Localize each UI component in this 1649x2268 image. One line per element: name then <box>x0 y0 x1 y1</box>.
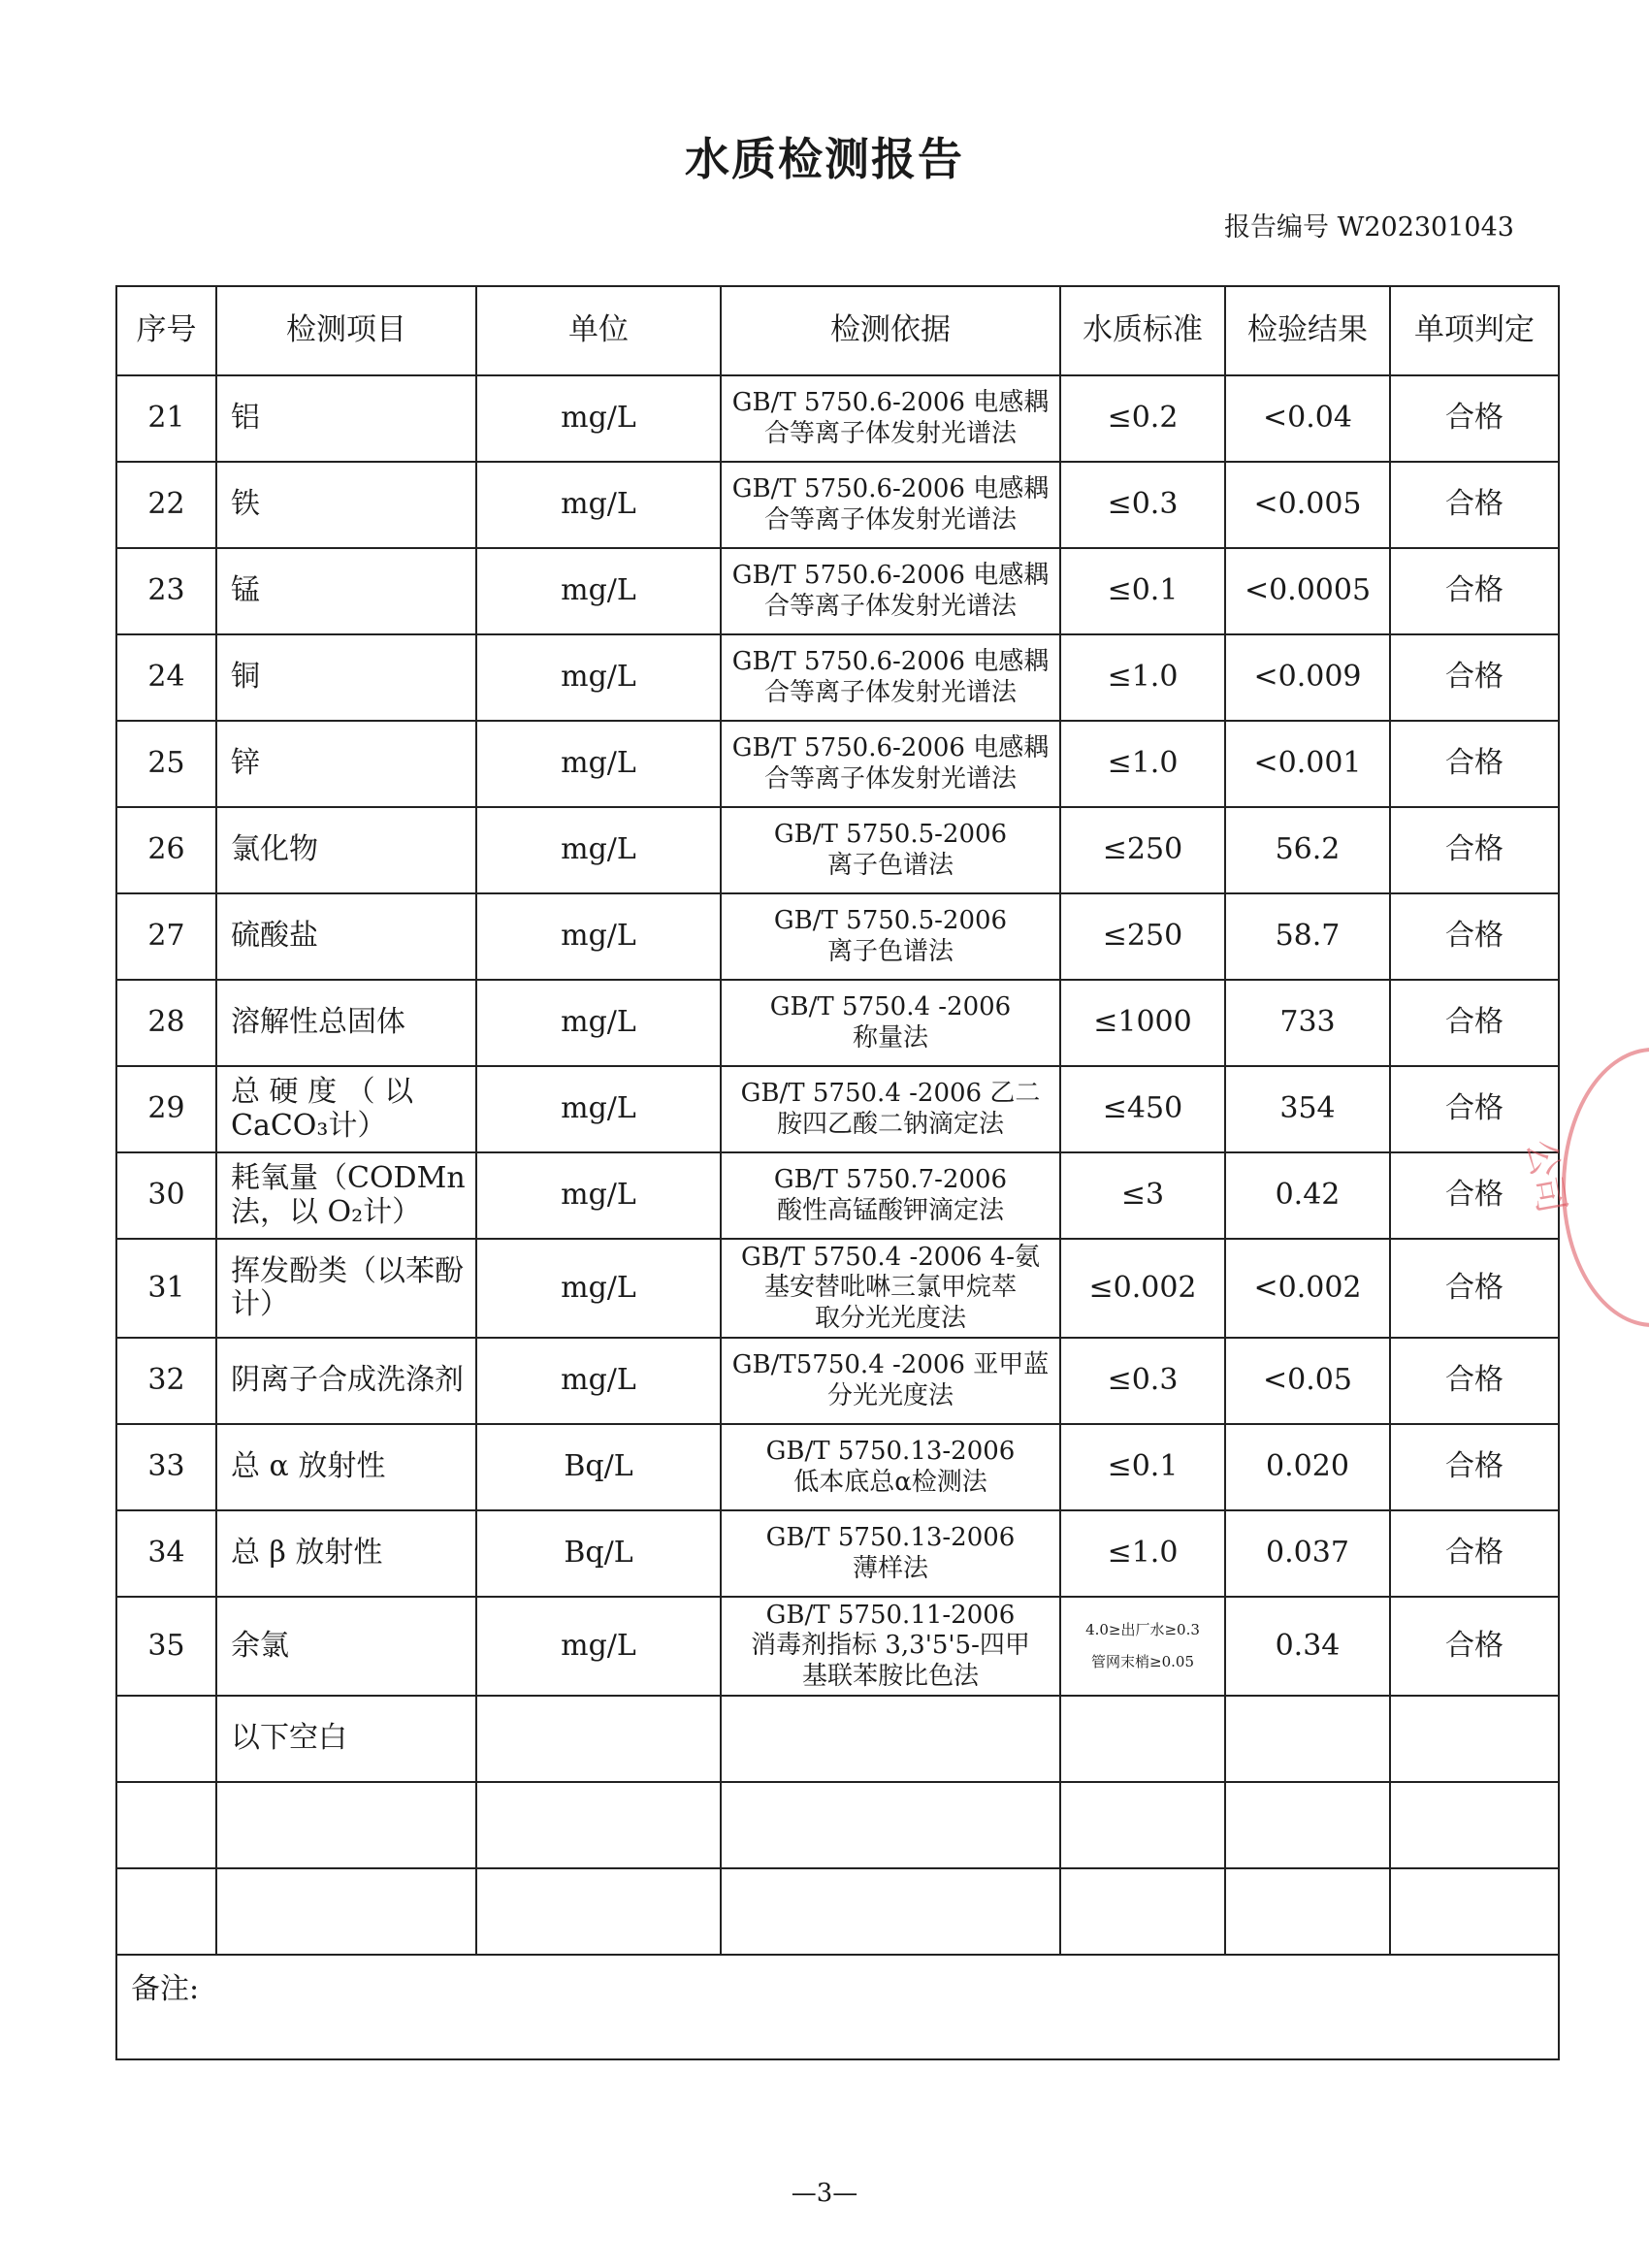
row-no: 34 <box>116 1510 216 1597</box>
method-line: GB/T 5750.6-2006 电感耦 <box>731 733 1050 763</box>
blank-row <box>116 1696 1559 1782</box>
table-header-row <box>116 286 1559 375</box>
report-number: 报告编号 W202301043 <box>1224 212 1514 243</box>
blank-cell <box>216 1782 476 1868</box>
blank-cell <box>1225 1696 1390 1782</box>
row-result: 733 <box>1225 980 1390 1066</box>
row-unit: mg/L <box>476 721 721 807</box>
row-item: 锌 <box>216 721 476 807</box>
table-row <box>116 634 1559 721</box>
row-standard: ≤0.002 <box>1060 1239 1225 1338</box>
row-item: 锰 <box>216 548 476 634</box>
standard-line: 4.0≥出厂水≥0.3 <box>1085 1621 1200 1638</box>
row-result: <0.04 <box>1225 375 1390 462</box>
blank-cell <box>116 1782 216 1868</box>
row-standard <box>1060 1597 1225 1696</box>
method-line: GB/T 5750.13-2006 <box>765 1437 1016 1467</box>
row-item: 硫酸盐 <box>216 893 476 980</box>
row-unit: Bq/L <box>476 1424 721 1510</box>
row-method <box>721 1597 1060 1696</box>
row-no: 28 <box>116 980 216 1066</box>
row-verdict: 合格 <box>1390 893 1559 980</box>
row-verdict: 合格 <box>1390 1424 1559 1510</box>
row-standard: ≤0.1 <box>1060 548 1225 634</box>
row-result: <0.002 <box>1225 1239 1390 1338</box>
row-standard: ≤1.0 <box>1060 634 1225 721</box>
table-row <box>116 721 1559 807</box>
row-item: 总 α 放射性 <box>216 1424 476 1510</box>
header-item: 检测项目 <box>216 286 476 375</box>
row-no: 30 <box>116 1152 216 1239</box>
row-standard: ≤0.1 <box>1060 1424 1225 1510</box>
row-standard: ≤1000 <box>1060 980 1225 1066</box>
row-item: 挥发酚类（以苯酚计） <box>216 1239 476 1338</box>
method-line: 酸性高锰酸钾滴定法 <box>776 1195 1004 1225</box>
blank-cell <box>721 1868 1060 1955</box>
method-line: 基安替吡啉三氯甲烷萃 <box>763 1273 1017 1303</box>
method-line: 合等离子体发射光谱法 <box>763 677 1017 707</box>
blank-cell <box>116 1696 216 1782</box>
table-row <box>116 1152 1559 1239</box>
header-standard: 水质标准 <box>1060 286 1225 375</box>
method-line: GB/T 5750.5-2006 <box>773 820 1008 850</box>
row-unit: mg/L <box>476 1239 721 1338</box>
row-item: 铜 <box>216 634 476 721</box>
blank-cell <box>476 1868 721 1955</box>
row-result: 58.7 <box>1225 893 1390 980</box>
blank-cell <box>116 1868 216 1955</box>
method-line: 离子色谱法 <box>826 850 954 880</box>
row-result: 0.020 <box>1225 1424 1390 1510</box>
table-row <box>116 1338 1559 1424</box>
row-verdict: 合格 <box>1390 1338 1559 1424</box>
table-row <box>116 548 1559 634</box>
blank-cell <box>1390 1868 1559 1955</box>
blank-cell <box>476 1782 721 1868</box>
row-unit: mg/L <box>476 1597 721 1696</box>
table-row <box>116 1239 1559 1338</box>
remarks-label: 备注: <box>116 1955 1559 2059</box>
header-unit: 单位 <box>476 286 721 375</box>
blank-cell <box>721 1696 1060 1782</box>
method-line: 胺四乙酸二钠滴定法 <box>776 1109 1004 1139</box>
row-result: <0.05 <box>1225 1338 1390 1424</box>
page-number: —3— <box>791 2179 858 2208</box>
method-line: 取分光光度法 <box>814 1303 966 1333</box>
method-line: GB/T 5750.6-2006 电感耦 <box>731 647 1050 677</box>
blank-cell <box>1390 1696 1559 1782</box>
row-method <box>721 807 1060 893</box>
blank-cell <box>216 1868 476 1955</box>
table-row <box>116 462 1559 548</box>
method-line: GB/T 5750.7-2006 <box>773 1165 1008 1195</box>
row-verdict: 合格 <box>1390 634 1559 721</box>
blank-cell <box>1060 1782 1225 1868</box>
row-standard: ≤1.0 <box>1060 721 1225 807</box>
row-verdict: 合格 <box>1390 462 1559 548</box>
header-method: 检测依据 <box>721 286 1060 375</box>
row-item: 铁 <box>216 462 476 548</box>
blank-cell <box>1390 1782 1559 1868</box>
row-item: 溶解性总固体 <box>216 980 476 1066</box>
table-row <box>116 980 1559 1066</box>
method-line: 离子色谱法 <box>826 936 954 966</box>
method-line: GB/T 5750.13-2006 <box>765 1523 1016 1553</box>
blank-cell <box>1225 1782 1390 1868</box>
row-no: 35 <box>116 1597 216 1696</box>
row-unit: mg/L <box>476 548 721 634</box>
row-no: 24 <box>116 634 216 721</box>
row-verdict: 合格 <box>1390 980 1559 1066</box>
method-line: GB/T 5750.6-2006 电感耦 <box>731 474 1050 504</box>
table-row <box>116 1510 1559 1597</box>
row-no: 26 <box>116 807 216 893</box>
table-row <box>116 1597 1559 1696</box>
row-verdict: 合格 <box>1390 1066 1559 1152</box>
blank-cell <box>1060 1696 1225 1782</box>
seal-text: 公司 <box>1518 1136 1574 1217</box>
row-item: 氯化物 <box>216 807 476 893</box>
row-unit: mg/L <box>476 893 721 980</box>
method-line: GB/T 5750.4 -2006 <box>769 992 1012 1022</box>
row-verdict: 合格 <box>1390 1597 1559 1696</box>
row-item: 阴离子合成洗涤剂 <box>216 1338 476 1424</box>
row-item: 铝 <box>216 375 476 462</box>
row-result: 0.34 <box>1225 1597 1390 1696</box>
row-result: 0.42 <box>1225 1152 1390 1239</box>
row-item: 耗氧量（CODMn法，以 O₂计） <box>216 1152 476 1239</box>
method-line: 低本底总α检测法 <box>793 1467 987 1497</box>
header-result: 检验结果 <box>1225 286 1390 375</box>
row-result: <0.0005 <box>1225 548 1390 634</box>
row-no: 22 <box>116 462 216 548</box>
row-result: 56.2 <box>1225 807 1390 893</box>
blank-cell <box>721 1782 1060 1868</box>
standard-line: 管网末梢≥0.05 <box>1091 1653 1194 1670</box>
row-no: 31 <box>116 1239 216 1338</box>
row-standard: ≤450 <box>1060 1066 1225 1152</box>
blank-cell <box>1060 1868 1225 1955</box>
row-verdict: 合格 <box>1390 1152 1559 1239</box>
method-line: GB/T 5750.5-2006 <box>773 906 1008 936</box>
row-method <box>721 462 1060 548</box>
row-standard: ≤3 <box>1060 1152 1225 1239</box>
row-no: 23 <box>116 548 216 634</box>
blank-row <box>116 1782 1559 1868</box>
method-line: GB/T 5750.6-2006 电感耦 <box>731 388 1050 418</box>
method-line: GB/T 5750.6-2006 电感耦 <box>731 561 1050 591</box>
row-verdict: 合格 <box>1390 807 1559 893</box>
row-result: 354 <box>1225 1066 1390 1152</box>
row-method <box>721 1338 1060 1424</box>
row-item: 总 硬 度 （ 以 CaCO₃计） <box>216 1066 476 1152</box>
row-standard: ≤250 <box>1060 807 1225 893</box>
row-item: 余氯 <box>216 1597 476 1696</box>
row-unit: mg/L <box>476 1066 721 1152</box>
row-unit: mg/L <box>476 980 721 1066</box>
row-unit: mg/L <box>476 1152 721 1239</box>
method-line: GB/T 5750.11-2006 <box>765 1601 1016 1631</box>
table-row <box>116 375 1559 462</box>
row-standard: ≤250 <box>1060 893 1225 980</box>
header-no: 序号 <box>116 286 216 375</box>
row-method <box>721 721 1060 807</box>
row-verdict: 合格 <box>1390 548 1559 634</box>
row-verdict: 合格 <box>1390 1239 1559 1338</box>
table-row <box>116 807 1559 893</box>
row-unit: mg/L <box>476 375 721 462</box>
row-method <box>721 1510 1060 1597</box>
method-line: 薄样法 <box>852 1553 928 1583</box>
row-standard: ≤0.3 <box>1060 462 1225 548</box>
method-line: GB/T 5750.4 -2006 乙二 <box>740 1079 1041 1109</box>
row-standard: ≤1.0 <box>1060 1510 1225 1597</box>
row-result: <0.005 <box>1225 462 1390 548</box>
row-no: 21 <box>116 375 216 462</box>
row-method <box>721 1424 1060 1510</box>
row-item: 总 β 放射性 <box>216 1510 476 1597</box>
method-line: 基联苯胺比色法 <box>801 1661 979 1691</box>
method-line: 合等离子体发射光谱法 <box>763 591 1017 621</box>
row-unit: mg/L <box>476 462 721 548</box>
method-line: 称量法 <box>852 1022 928 1053</box>
row-no: 32 <box>116 1338 216 1424</box>
row-method <box>721 1152 1060 1239</box>
row-method <box>721 893 1060 980</box>
row-unit: Bq/L <box>476 1510 721 1597</box>
row-method <box>721 548 1060 634</box>
row-method <box>721 1239 1060 1338</box>
row-no: 33 <box>116 1424 216 1510</box>
table-row <box>116 1424 1559 1510</box>
row-method <box>721 1066 1060 1152</box>
method-line: GB/T5750.4 -2006 亚甲蓝 <box>731 1350 1050 1380</box>
blank-cell <box>1225 1868 1390 1955</box>
row-result: 0.037 <box>1225 1510 1390 1597</box>
row-unit: mg/L <box>476 807 721 893</box>
method-line: 消毒剂指标 3,3'5'5-四甲 <box>751 1631 1030 1661</box>
row-standard: ≤0.2 <box>1060 375 1225 462</box>
row-no: 27 <box>116 893 216 980</box>
row-verdict: 合格 <box>1390 1510 1559 1597</box>
row-method <box>721 375 1060 462</box>
row-verdict: 合格 <box>1390 721 1559 807</box>
method-line: 分光光度法 <box>826 1380 954 1410</box>
report-title: 水质检测报告 <box>685 133 964 185</box>
table-row <box>116 893 1559 980</box>
blank-cell <box>476 1696 721 1782</box>
row-no: 29 <box>116 1066 216 1152</box>
table-row <box>116 1066 1559 1152</box>
row-result: <0.009 <box>1225 634 1390 721</box>
results-table <box>115 285 1560 2060</box>
blank-row <box>116 1868 1559 1955</box>
header-verdict: 单项判定 <box>1390 286 1559 375</box>
method-line: 合等离子体发射光谱法 <box>763 763 1017 794</box>
remarks-row <box>116 1955 1559 2059</box>
row-result: <0.001 <box>1225 721 1390 807</box>
row-unit: mg/L <box>476 1338 721 1424</box>
row-no: 25 <box>116 721 216 807</box>
row-method <box>721 634 1060 721</box>
row-standard: ≤0.3 <box>1060 1338 1225 1424</box>
row-verdict: 合格 <box>1390 375 1559 462</box>
method-line: 合等离子体发射光谱法 <box>763 504 1017 535</box>
blank-note: 以下空白 <box>216 1696 476 1782</box>
row-method <box>721 980 1060 1066</box>
row-unit: mg/L <box>476 634 721 721</box>
method-line: 合等离子体发射光谱法 <box>763 418 1017 448</box>
method-line: GB/T 5750.4 -2006 4-氨 <box>740 1243 1041 1273</box>
